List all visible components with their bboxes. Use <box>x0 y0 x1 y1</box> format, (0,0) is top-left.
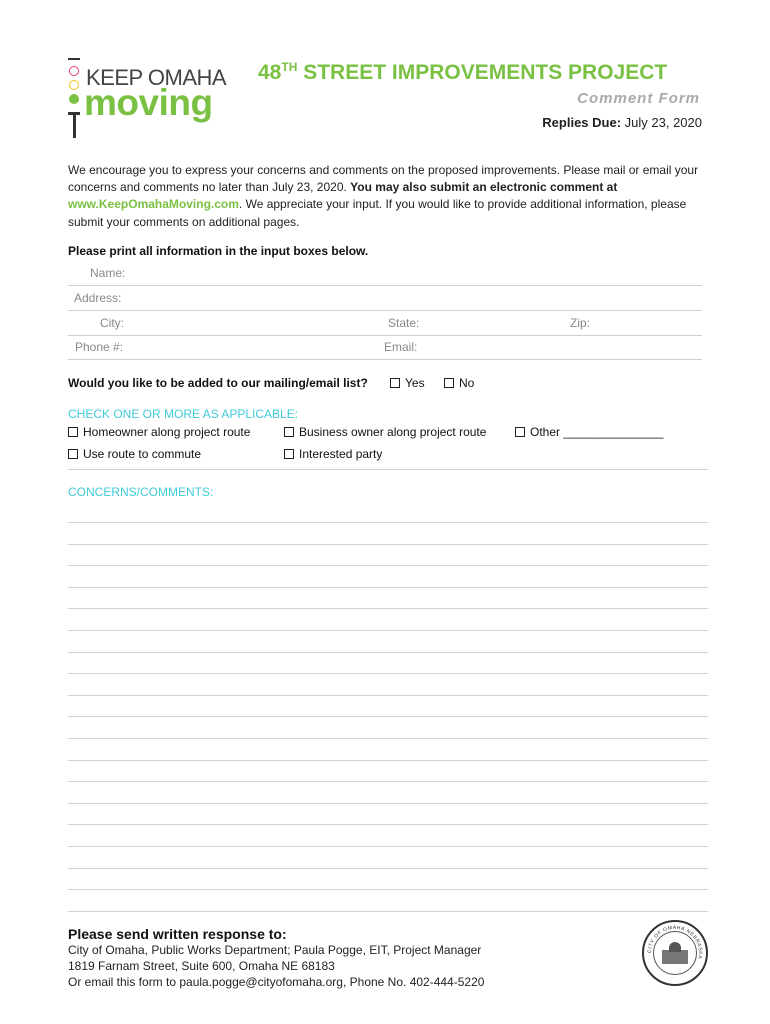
comments-heading: CONCERNS/COMMENTS: <box>68 485 214 499</box>
seal-text: CITY OF OMAHA NEBRASKA <box>646 924 704 960</box>
name-underline <box>68 285 702 286</box>
logo-light-red <box>69 66 79 76</box>
option-business-owner[interactable]: Business owner along project route <box>284 425 486 439</box>
mailing-question: Would you like to be added to our mailing/email list? <box>68 376 368 390</box>
logo-bar-bottom <box>68 112 80 115</box>
state-label: State: <box>388 316 420 330</box>
logo-text-keep-omaha: KEEP OMAHA <box>86 65 227 90</box>
comment-line <box>68 544 708 545</box>
interested-party-checkbox[interactable] <box>284 449 294 459</box>
yes-checkbox[interactable] <box>390 378 400 388</box>
comment-line <box>68 695 708 696</box>
website-link[interactable]: www.KeepOmahaMoving.com <box>68 197 239 212</box>
option-interested-party[interactable]: Interested party <box>284 447 382 461</box>
address-field[interactable] <box>132 288 702 308</box>
phone-label: Phone #: <box>75 340 124 354</box>
form-subtitle: Comment Form <box>577 90 700 107</box>
comment-line <box>68 716 708 717</box>
page-title: 48TH STREET IMPROVEMENTS PROJECT <box>258 60 668 84</box>
city-seal <box>642 920 708 986</box>
footer-address <box>68 942 484 990</box>
replies-due: Replies Due: July 23, 2020 <box>542 115 702 130</box>
city-field[interactable] <box>132 313 382 333</box>
logo-light-yellow <box>69 80 79 90</box>
comment-line <box>68 608 708 609</box>
intro-paragraph: We encourage you to express your concerns and comments on the proposed improvements. Please mail or email your concerns and comments no later than July 23, 2020. You may also submit an electronic comment at www.KeepOmahaMoving.com. We appreciate your input. If you would like to provide additional information, please submit your comments on additional pages. <box>68 163 699 229</box>
applicable-heading: CHECK ONE OR MORE AS APPLICABLE: <box>68 407 299 421</box>
logo-text-moving: moving <box>84 82 213 123</box>
comment-line <box>68 911 708 912</box>
comment-line <box>68 738 708 739</box>
no-checkbox[interactable] <box>444 378 454 388</box>
option-homeowner[interactable]: Homeowner along project route <box>68 425 250 439</box>
seal-dome <box>669 942 681 952</box>
mailing-yes-option[interactable]: Yes <box>390 376 425 390</box>
form-instruction: Please print all information in the input boxes below. <box>68 244 369 258</box>
homeowner-checkbox[interactable] <box>68 427 78 437</box>
logo-bar-stem <box>73 112 76 138</box>
logo-light-green <box>69 94 79 104</box>
footer-line-2: 1819 Farnam Street, Suite 600, Omaha NE 68183 <box>68 959 335 973</box>
address-label: Address: <box>74 291 122 305</box>
phone-underline <box>68 359 702 360</box>
comment-line <box>68 630 708 631</box>
state-field[interactable] <box>426 313 566 333</box>
option-commute[interactable]: Use route to commute <box>68 447 201 461</box>
footer-line-3: Or email this form to paula.pogge@cityofomaha.org, Phone No. 402-444-5220 <box>68 975 485 989</box>
address-underline <box>68 310 702 311</box>
name-label: Name: <box>90 266 126 280</box>
applicable-divider <box>68 469 708 470</box>
phone-field[interactable] <box>132 337 382 357</box>
other-checkbox[interactable] <box>515 427 525 437</box>
business-owner-checkbox[interactable] <box>284 427 294 437</box>
name-field[interactable] <box>130 264 702 284</box>
zip-label: Zip: <box>570 316 591 330</box>
comment-line <box>68 868 708 869</box>
comment-line <box>68 824 708 825</box>
comment-line <box>68 889 708 890</box>
footer-line-1: City of Omaha, Public Works Department; Paula Pogge, EIT, Project Manager <box>68 943 482 957</box>
logo <box>66 54 241 144</box>
email-field[interactable] <box>426 337 702 357</box>
commute-checkbox[interactable] <box>68 449 78 459</box>
comment-line <box>68 565 708 566</box>
mailing-no-option[interactable]: No <box>444 376 474 390</box>
logo-bar-top <box>68 58 80 60</box>
comment-line <box>68 587 708 588</box>
comment-line <box>68 803 708 804</box>
seal-building <box>662 950 688 964</box>
comment-line <box>68 522 708 523</box>
comments-area[interactable] <box>68 500 708 910</box>
comment-line <box>68 781 708 782</box>
zip-field[interactable] <box>598 313 702 333</box>
footer-heading: Please send written response to: <box>68 926 287 942</box>
city-label: City: <box>100 316 124 330</box>
comment-line <box>68 760 708 761</box>
option-other[interactable]: Other _______________ <box>515 425 663 439</box>
comment-line <box>68 673 708 674</box>
seal-inner <box>653 931 697 975</box>
comment-line <box>68 846 708 847</box>
comment-line <box>68 652 708 653</box>
city-underline <box>68 335 702 336</box>
email-label: Email: <box>384 340 418 354</box>
